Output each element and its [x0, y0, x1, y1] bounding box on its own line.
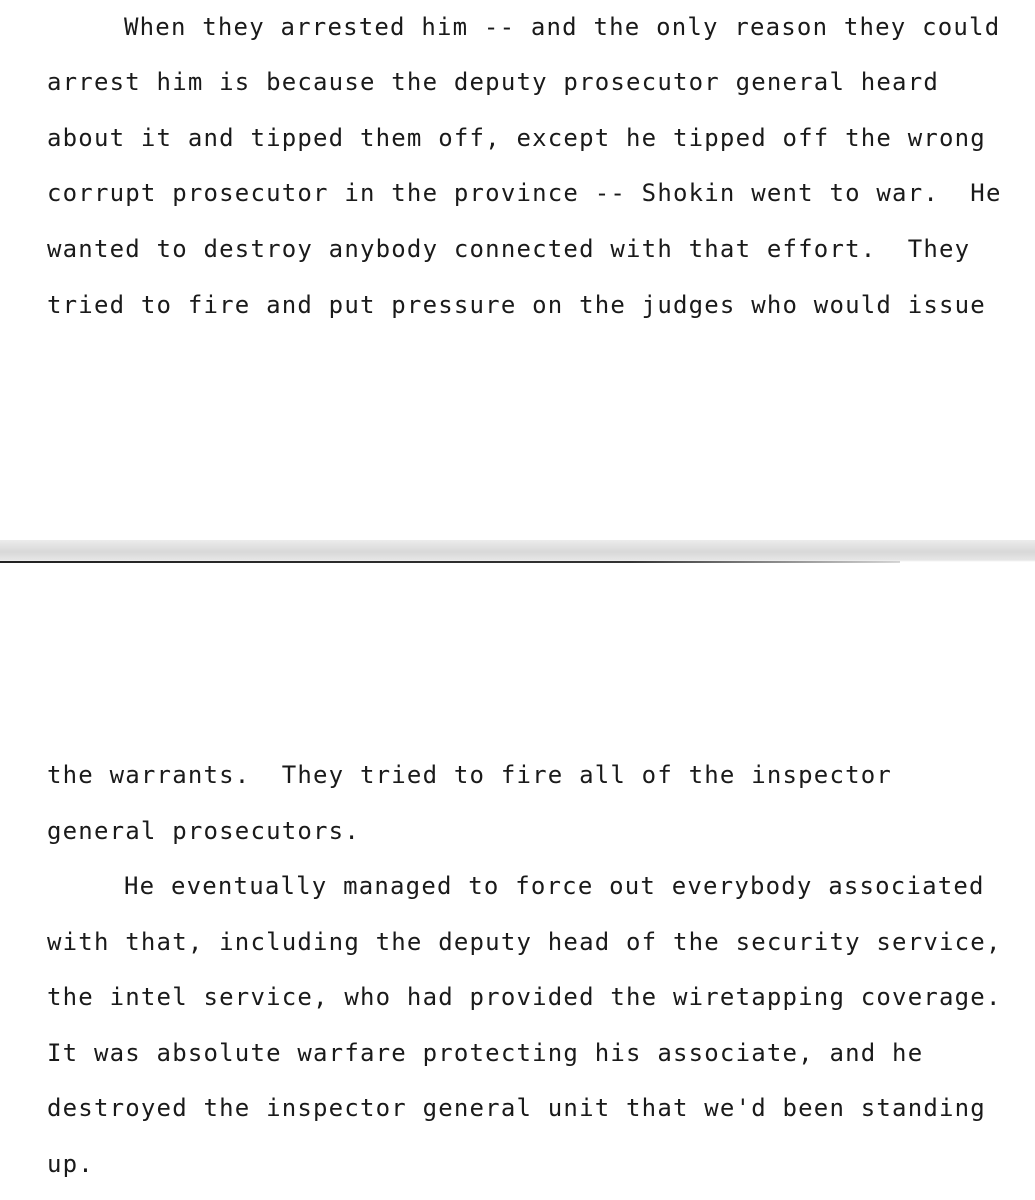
text-line: the warrants. They tried to fire all of the inspector: [47, 761, 893, 789]
text-line: up.: [47, 1150, 94, 1178]
text-line: corrupt prosecutor in the province -- Shokin went to war. He: [47, 179, 1002, 207]
text-line: general prosecutors.: [47, 817, 360, 845]
text-line: wanted to destroy anybody connected with that effort. They: [47, 235, 971, 263]
text-line: It was absolute warfare protecting his associate, and he: [47, 1039, 924, 1067]
text-line: When they arrested him -- and the only reason they could: [124, 13, 1001, 41]
page-edge-rule: [0, 561, 900, 563]
text-line: arrest him is because the deputy prosecutor general heard: [47, 68, 940, 96]
text-line: destroyed the inspector general unit that we'd been standing: [47, 1094, 986, 1122]
text-line: tried to fire and put pressure on the judges who would issue: [47, 291, 986, 319]
text-line: about it and tipped them off, except he tipped off the wrong: [47, 124, 986, 152]
text-line: with that, including the deputy head of the security service,: [47, 928, 1002, 956]
text-line: the intel service, who had provided the wiretapping coverage.: [47, 983, 1002, 1011]
text-line: He eventually managed to force out everybody associated: [124, 872, 985, 900]
transcript-page-top: [0, 0, 1035, 540]
transcript-page-bottom: [0, 564, 1035, 1200]
